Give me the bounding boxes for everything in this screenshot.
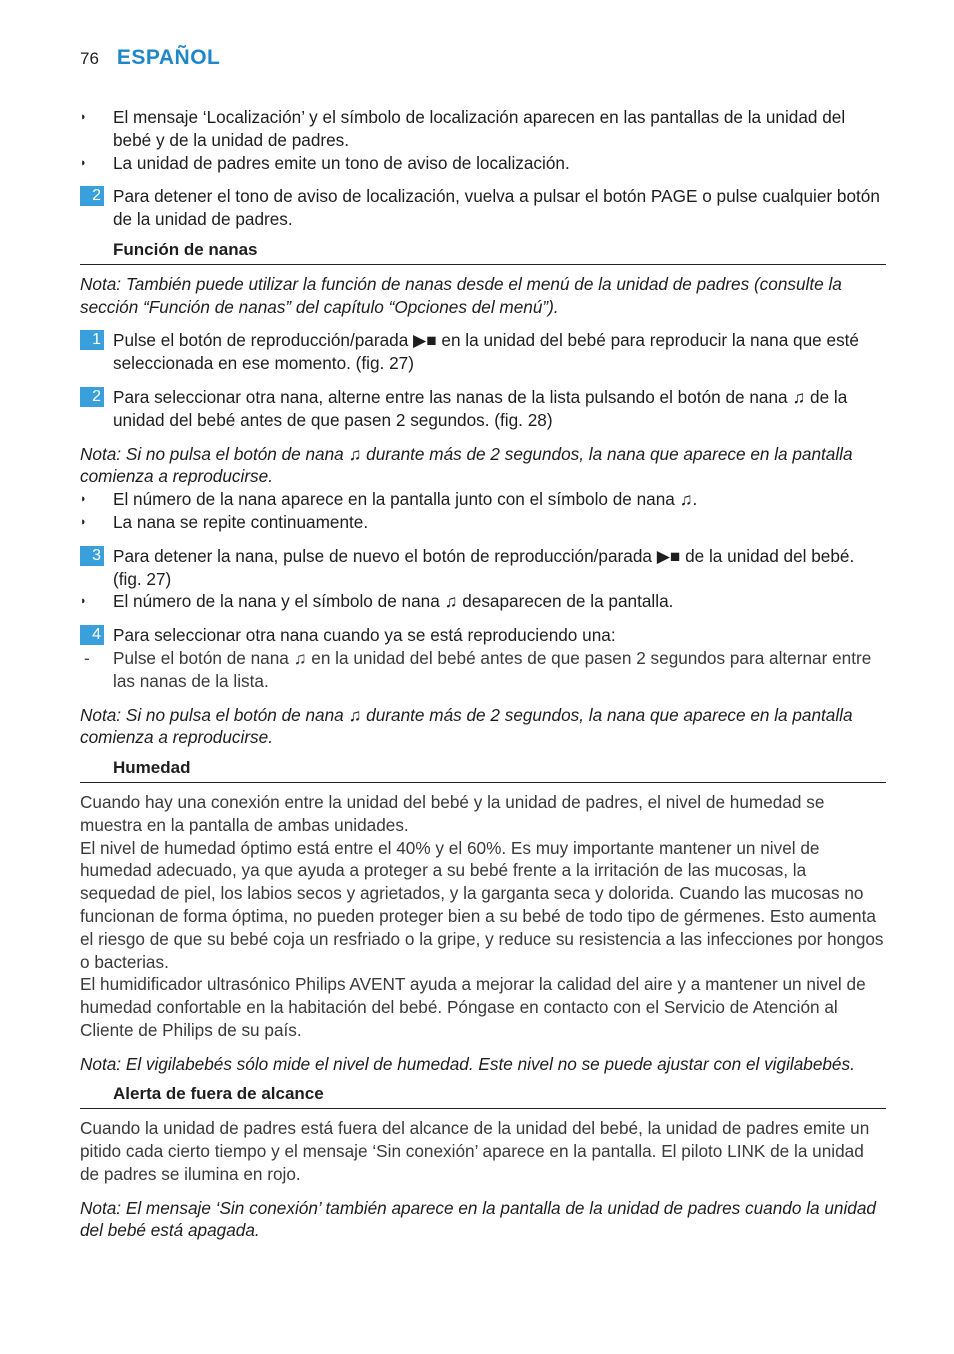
bullet-item: ◗ El mensaje ‘Localización’ y el símbolo de localización aparecen en las pantallas de la unidad del bebé y de la unidad de padres. bbox=[80, 107, 846, 150]
page-content bbox=[80, 106, 886, 1242]
bullet-icon: ◗ bbox=[80, 515, 87, 528]
step-number: 2 bbox=[80, 186, 104, 206]
note: Nota: El vigilabebés sólo mide el nivel de humedad. Este nivel no se puede ajustar con el vigilabebés. bbox=[80, 1053, 855, 1074]
step-item: 2 Para detener el tono de aviso de localización, vuelva a pulsar el botón PAGE o pulse cualquier botón de la unidad de padres. bbox=[80, 185, 886, 231]
paragraph: Cuando hay una conexión entre la unidad del bebé y la unidad de padres, el nivel de humedad se muestra en la pantalla de ambas unidades. bbox=[80, 791, 825, 835]
step-item: 3 Para detener la nana, pulse de nuevo el botón de reproducción/parada ▶■ de la unidad del bebé. (fig. 27) bbox=[80, 545, 886, 591]
step-item: 4 Para seleccionar otra nana cuando ya se está reproduciendo una: bbox=[80, 624, 886, 647]
bullet-item: ◗ El número de la nana aparece en la pantalla junto con el símbolo de nana ♫. bbox=[80, 489, 698, 510]
dash-icon: - bbox=[84, 647, 90, 668]
bullet-item: ◗ La unidad de padres emite un tono de aviso de localización. bbox=[80, 152, 570, 173]
bullet-item: ◗ El número de la nana y el símbolo de nana ♫ desaparecen de la pantalla. bbox=[80, 591, 674, 612]
note: Nota: Si no pulsa el botón de nana ♫ durante más de 2 segundos, la nana que aparece en la pantalla comienza a reproducirse. bbox=[80, 704, 853, 748]
bullet-icon: ◗ bbox=[80, 493, 87, 506]
note: Nota: Si no pulsa el botón de nana ♫ durante más de 2 segundos, la nana que aparece en la pantalla comienza a reproducirse. bbox=[80, 443, 853, 487]
step-number: 4 bbox=[80, 625, 104, 645]
paragraph: El humidificador ultrasónico Philips AVENT ayuda a mejorar la calidad del aire y a mantener un nivel de humedad confortable en la habitación del bebé. Póngase en contacto con el Servicio de Atención al Cliente de Philips de su país. bbox=[80, 974, 866, 1040]
section-heading-alerta: Alerta de fuera de alcance bbox=[80, 1083, 886, 1109]
bullet-icon: ◗ bbox=[80, 595, 87, 608]
step-item: 1 Pulse el botón de reproducción/parada ▶■ en la unidad del bebé para reproducir la nana que esté seleccionada en ese momento. (fig. 27) bbox=[80, 329, 886, 375]
step-number: 3 bbox=[80, 546, 104, 566]
bullet-icon: ◗ bbox=[80, 156, 87, 169]
paragraph: El nivel de humedad óptimo está entre el 40% y el 60%. Es muy importante mantener un nivel de humedad adecuado, ya que ayuda a proteger a su bebé frente a la irritación de las mucosas, la sequedad de piel, los labios secos y agrietados, y la garganta seca y dolorida. Cuando las mucosas no funcionan de forma óptima, no pueden proteger bien a su bebé de todo tipo de gérmenes. Esto aumenta el riesgo de que su bebé coja un resfriado o la gripe, y reduce su resistencia a las infecciones por hongos o bacterias. bbox=[80, 837, 884, 972]
note: Nota: También puede utilizar la función de nanas desde el menú de la unidad de padres (consulte la sección “Función de nanas” del capítulo “Opciones del menú”). bbox=[80, 273, 842, 317]
step-item: 2 Para seleccionar otra nana, alterne entre las nanas de la lista pulsando el botón de nana ♫ de la unidad del bebé antes de que pasen 2 segundos. (fig. 28) bbox=[80, 386, 886, 432]
section-heading-humedad: Humedad bbox=[80, 757, 886, 783]
bullet-item: ◗ La nana se repite continuamente. bbox=[80, 511, 369, 532]
bullet-icon: ◗ bbox=[80, 111, 87, 123]
note: Nota: El mensaje ‘Sin conexión’ también aparece en la pantalla de la unidad de padres cuando la unidad del bebé está apagada. bbox=[80, 1197, 876, 1241]
step-number: 1 bbox=[80, 330, 104, 350]
page-number: 76 bbox=[80, 49, 99, 68]
step-number: 2 bbox=[80, 387, 104, 407]
dash-item: - Pulse el botón de nana ♫ en la unidad del bebé antes de que pasen 2 segundos para alternar entre las nanas de la lista. bbox=[84, 647, 872, 691]
paragraph: Cuando la unidad de padres está fuera del alcance de la unidad del bebé, la unidad de padres emite un pitido cada cierto tiempo y el mensaje ‘Sin conexión’ aparece en la pantalla. El piloto LINK de la unidad de padres se ilumina en rojo. bbox=[80, 1118, 870, 1184]
section-heading-nanas: Función de nanas bbox=[80, 239, 886, 265]
page-header bbox=[80, 46, 220, 70]
language-title: ESPAÑOL bbox=[116, 46, 221, 69]
